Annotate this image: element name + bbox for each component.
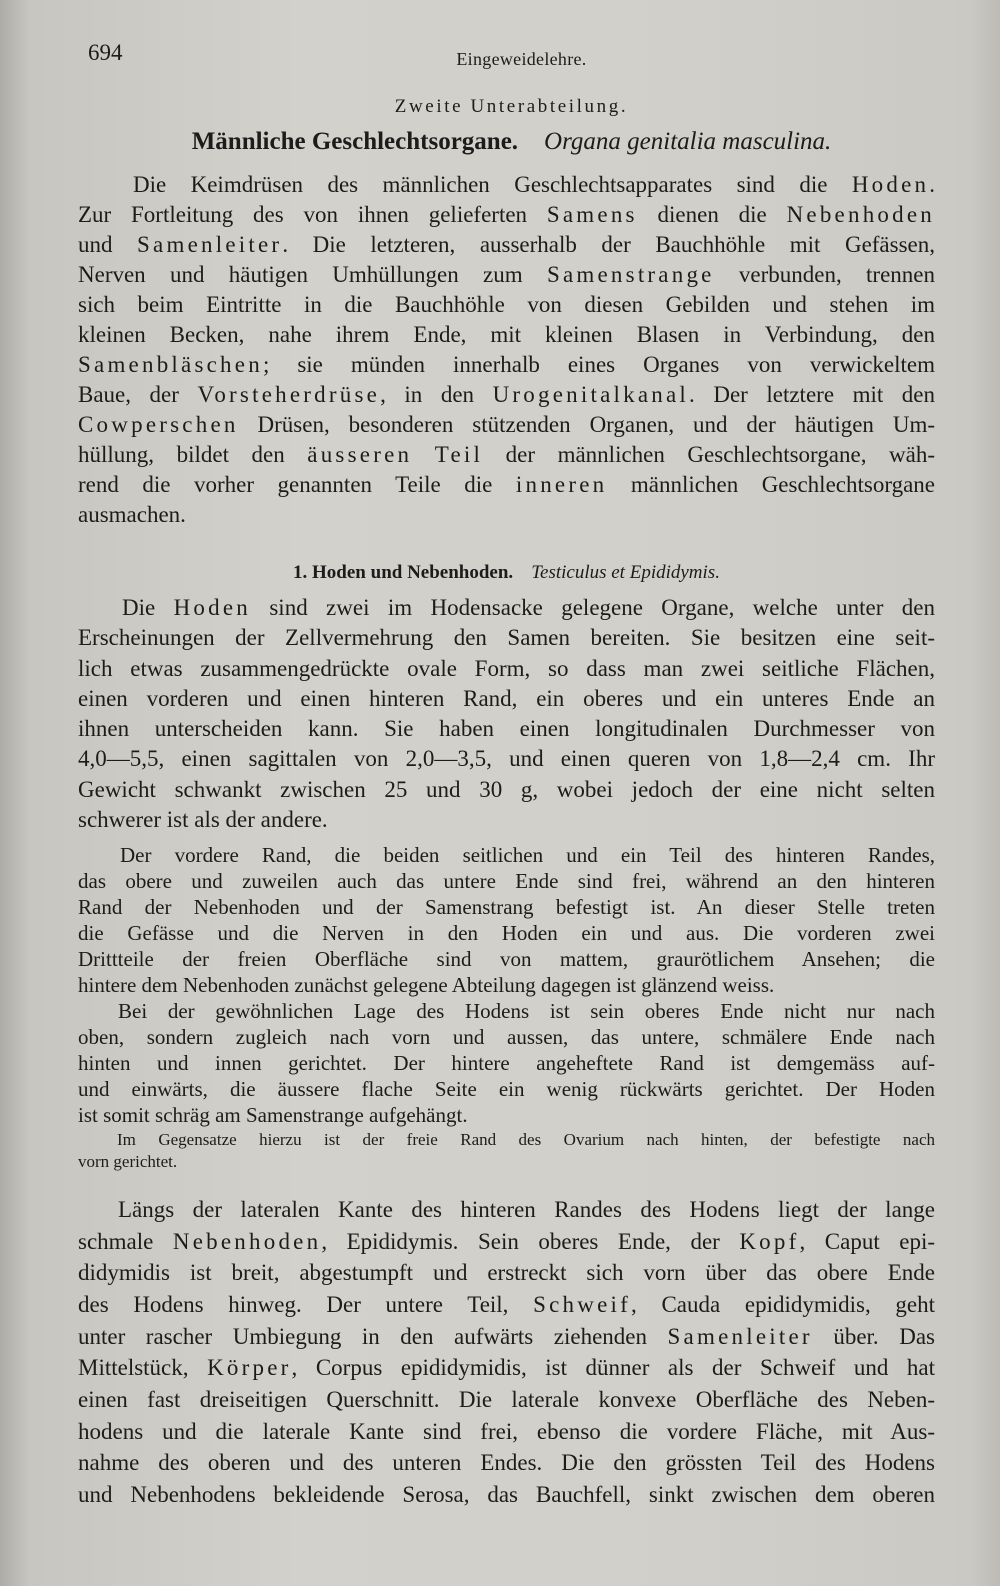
text-line: einen fast dreiseitigen Querschnitt. Die laterale konvexe Oberfläche des Neben-	[78, 1386, 935, 1412]
text-run	[412, 442, 435, 467]
text-line	[78, 200, 935, 230]
text-line: und Nebenhodens bekleidende Serosa, das Bauchfell, sinkt zwischen dem oberen	[78, 1481, 935, 1507]
text-line	[78, 410, 935, 440]
chapter-title: Männliche Geschlechtsorgane.	[191, 128, 519, 155]
text-run: der männlichen Geschlechtsorgane, wäh-	[483, 442, 935, 467]
spaced-emphasis: Hoden	[851, 172, 930, 197]
text-run: hüllung, bildet den	[78, 442, 308, 467]
spaced-emphasis: Cowperschen	[78, 412, 239, 437]
text-line	[78, 230, 935, 260]
chapter-latin-title: Organa genitalia masculina.	[544, 128, 832, 155]
text-run: ; sie münden innerhalb eines Organes von verwickeltem	[262, 352, 935, 377]
text-line: ausmachen.	[78, 502, 186, 527]
section-latin-title: Testiculus et Epididymis.	[531, 562, 720, 583]
text-line: die Gefässe und die Nerven in den Hoden ein und aus. Die vorderen zwei	[78, 921, 935, 945]
text-run: sind zwei im Hodensacke gelegene Organe, welche unter den	[251, 595, 935, 620]
spaced-emphasis: Schweif	[533, 1291, 632, 1317]
text-line: sich beim Eintritte in die Bauchhöhle von diesen Gebilden und stehen im	[78, 292, 935, 317]
chapter-heading	[78, 128, 935, 156]
section-heading	[78, 562, 935, 584]
spaced-emphasis: Urogenitalkanal	[492, 382, 690, 407]
text-line: hinten und innen gerichtet. Der hintere angeheftete Rand ist demgemäss auf-	[78, 1051, 935, 1075]
spaced-emphasis: Vorsteherdrüse	[197, 382, 381, 407]
nebenhoden-paragraph	[78, 1194, 935, 1511]
text-line	[78, 1352, 935, 1384]
text-run: dienen die	[637, 202, 787, 227]
text-run: Baue, der	[78, 382, 198, 407]
spaced-emphasis: äusseren	[307, 442, 413, 467]
text-line	[78, 593, 935, 623]
division-heading: Zweite Unterabteilung.	[394, 96, 629, 117]
page-number: 694	[88, 40, 123, 65]
text-line	[78, 1321, 935, 1353]
text-run: Drüsen, besonderen stützenden Organen, und der häutigen Um-	[238, 412, 935, 437]
text-line: Erscheinungen der Zellvermehrung den Samen bereiten. Sie besitzen eine seit-	[78, 625, 935, 651]
text-line: ist somit schräg am Samenstrange aufgehängt.	[78, 1103, 468, 1127]
text-line	[78, 350, 935, 380]
spaced-emphasis: Hoden	[173, 595, 251, 620]
text-run: Die Keimdrüsen des männlichen Geschlechtsapparates sind die	[133, 172, 852, 197]
spaced-emphasis: Körper	[207, 1355, 292, 1381]
text-line	[78, 170, 935, 200]
text-line: und einwärts, die äussere flache Seite ein wenig rückwärts gerichtet. Der Hoden	[78, 1077, 935, 1101]
hoden-paragraph	[78, 593, 935, 835]
lage-paragraph	[78, 998, 935, 1128]
text-run: schmale	[78, 1228, 173, 1254]
running-title: Eingeweidelehre.	[456, 49, 587, 69]
text-line	[78, 1289, 935, 1321]
text-run: , in den	[380, 382, 493, 407]
spaced-emphasis: Samenbläschen	[78, 352, 263, 377]
text-run: .	[929, 172, 935, 197]
text-line: Längs der lateralen Kante des hinteren Randes des Hodens liegt der lange	[118, 1197, 935, 1222]
text-line: vorn gerichtet.	[78, 1152, 178, 1171]
text-line: Gewicht schwankt zwischen 25 und 30 g, wobei jedoch der eine nicht selten	[78, 776, 935, 802]
text-run: rend die vorher genannten Teile die	[78, 472, 516, 497]
spaced-emphasis: Kopf	[739, 1228, 800, 1254]
text-line: schwerer ist als der andere.	[78, 807, 328, 833]
text-line	[78, 440, 935, 470]
spaced-emphasis: Samenleiter	[667, 1323, 813, 1349]
text-run: , Cauda epididymidis, geht	[631, 1291, 935, 1317]
text-line: didymidis ist breit, abgestumpft und erstreckt sich vorn über das obere Ende	[78, 1260, 935, 1286]
text-line: nahme des oberen und des unteren Endes. Die den grössten Teil des Hodens	[78, 1450, 935, 1476]
text-line: lich etwas zusammengedrückte ovale Form, so dass man zwei seitliche Flächen,	[78, 655, 935, 681]
text-line: 4,0—5,5, einen sagittalen von 2,0—3,5, und einen queren von 1,8—2,4 cm. Ihr	[78, 746, 935, 772]
text-line: das obere und zuweilen auch das untere Ende sind frei, während an den hinteren	[78, 869, 935, 893]
intro-paragraph	[78, 170, 935, 530]
spaced-emphasis: Nebenhoden	[172, 1228, 322, 1254]
text-line: hintere dem Nebenhoden zunächst gelegene Abteilung dagegen ist glänzend weiss.	[78, 973, 775, 997]
text-run: Mittelstück,	[78, 1355, 208, 1381]
text-line: Im Gegensatze hierzu ist der freie Rand des Ovarium nach hinten, der befestigte nach	[117, 1130, 935, 1149]
text-run: des Hodens hinweg. Der untere Teil,	[78, 1291, 534, 1317]
spaced-emphasis: Samenleiter	[137, 232, 283, 257]
text-run: . Die letzteren, ausserhalb der Bauchhöhle mit Gefässen,	[282, 232, 936, 257]
text-line: hodens und die laterale Kante sind frei, ebenso die vordere Fläche, mit Aus-	[78, 1418, 935, 1444]
spaced-emphasis: inneren	[515, 472, 608, 497]
text-run: verbunden, trennen	[714, 262, 935, 287]
text-run: , Epididymis. Sein oberes Ende, der	[321, 1228, 740, 1254]
text-run: unter rascher Umbiegung in den aufwärts ziehenden	[78, 1323, 668, 1349]
section-title: 1. Hoden und Nebenhoden.	[293, 562, 514, 583]
text-line	[78, 260, 935, 290]
text-line: ihnen unterscheiden kann. Sie haben einen longitudinalen Durchmesser von	[78, 716, 935, 742]
text-line: Der vordere Rand, die beiden seitlichen und ein Teil des hinteren Randes,	[120, 843, 935, 867]
footnote-remark	[78, 1129, 935, 1173]
rand-paragraph	[78, 842, 935, 998]
text-run: und	[78, 232, 138, 257]
spaced-emphasis: Samenstrange	[546, 262, 715, 287]
spaced-emphasis: Nebenhoden	[786, 202, 935, 227]
text-run: , Caput epi-	[799, 1228, 935, 1254]
text-line: kleinen Becken, nahe ihrem Ende, mit kleinen Blasen in Verbindung, den	[78, 322, 935, 347]
text-run: Die	[122, 595, 174, 620]
text-line	[78, 380, 935, 410]
text-line	[78, 470, 935, 500]
spaced-emphasis: Teil	[434, 442, 484, 467]
text-run: , Corpus epididymidis, ist dünner als der Schweif und hat	[291, 1355, 935, 1381]
text-line	[78, 1226, 935, 1258]
text-run: Nerven und häutigen Umhüllungen zum	[78, 262, 547, 287]
text-run: . Der letztere mit den	[689, 382, 935, 407]
text-run: Zur Fortleitung des von ihnen gelieferten	[78, 202, 547, 227]
text-line: Bei der gewöhnlichen Lage des Hodens ist sein oberes Ende nicht nur nach	[118, 999, 935, 1023]
text-line: oben, sondern zugleich nach vorn und aussen, das untere, schmälere Ende nach	[78, 1025, 935, 1049]
text-line: Rand der Nebenhoden und der Samenstrang befestigt ist. An dieser Stelle treten	[78, 895, 935, 919]
text-line: Drittteile der freien Oberfläche sind von mattem, graurötlichem Ansehen; die	[78, 947, 935, 971]
text-line: einen vorderen und einen hinteren Rand, ein oberes und ein unteres Ende an	[78, 685, 935, 711]
text-run: über. Das	[812, 1323, 935, 1349]
text-run: männlichen Geschlechtsorgane	[607, 472, 935, 497]
spaced-emphasis: Samens	[546, 202, 638, 227]
